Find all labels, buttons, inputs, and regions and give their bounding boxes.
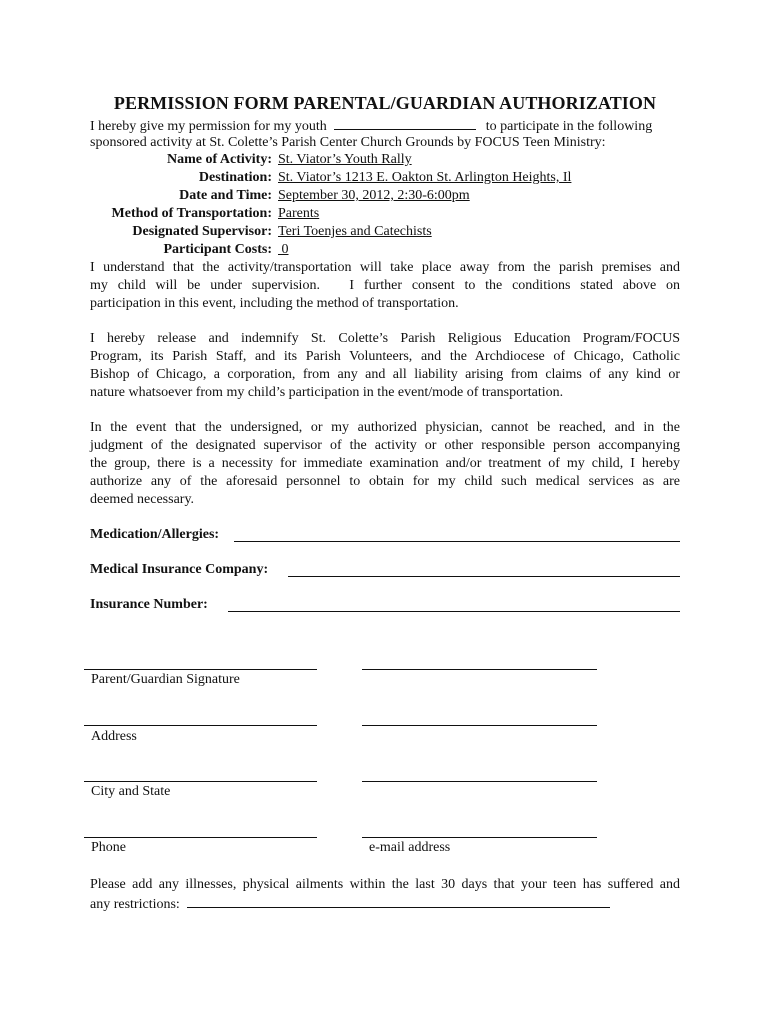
insurance-number-field[interactable] (228, 611, 680, 612)
understand-line-3: participation in this event, including the method of transportation. (90, 296, 459, 311)
detail-label: Name of Activity: (167, 152, 272, 167)
detail-row-transportation (0, 206, 770, 224)
release-line-1: I hereby release and indemnify St. Colette’s Parish Religious Education Program/FOCUS (90, 331, 680, 346)
email-label: e-mail address (369, 840, 451, 855)
medical-line-4: authorize any of the aforesaid personnel to obtain for my child such medical services as are (90, 474, 680, 489)
insurance-company-row (90, 562, 680, 580)
phone-line[interactable] (84, 837, 317, 838)
detail-value: St. Viator’s Youth Rally (278, 152, 412, 167)
illness-line-1: Please add any illnesses, physical ailments within the last 30 days that your teen has suffered and (90, 877, 680, 892)
email-line[interactable] (362, 837, 597, 838)
detail-label: Participant Costs: (163, 242, 272, 257)
release-line-4: nature whatsoever from my child’s participation in the event/mode of transportation. (90, 385, 564, 400)
intro-line-2: sponsored activity at St. Colette’s Parish Center Church Grounds by FOCUS Teen Ministry: (90, 135, 606, 150)
youth-name-field[interactable] (334, 116, 476, 130)
insurance-number-row (90, 597, 680, 615)
release-line-2: Program, its Parish Staff, and its Parish Volunteers, and the Archdiocese of Chicago, Catholic (90, 349, 680, 364)
parent-signature-right-line[interactable] (362, 669, 597, 670)
city-state-line[interactable] (84, 781, 317, 782)
medication-allergies-field[interactable] (234, 541, 680, 542)
address-label: Address (91, 729, 137, 744)
medication-allergies-label: Medication/Allergies: (90, 527, 220, 542)
medical-line-5: deemed necessary. (90, 492, 195, 507)
city-state-label: City and State (91, 784, 171, 799)
form-title: PERMISSION FORM PARENTAL/GUARDIAN AUTHORIZATION (113, 93, 657, 113)
detail-value: 0 (278, 242, 289, 257)
illness-restrictions-label: any restrictions: (90, 897, 180, 912)
address-right-line[interactable] (362, 725, 597, 726)
detail-value: Teri Toenjes and Catechists (278, 224, 432, 239)
detail-label: Method of Transportation: (111, 206, 272, 221)
detail-value: Parents (278, 206, 320, 221)
detail-label: Destination: (198, 170, 272, 185)
medical-line-1: In the event that the undersigned, or my authorized physician, cannot be reached, and in the (90, 420, 680, 435)
medication-allergies-row (90, 527, 680, 545)
parent-signature-label: Parent/Guardian Signature (91, 672, 240, 687)
detail-value: September 30, 2012, 2:30-6:00pm (278, 188, 470, 203)
phone-label: Phone (91, 840, 126, 855)
understand-line-2: my child will be under supervision. I further consent to the conditions stated above on (90, 278, 680, 293)
understand-line-1: I understand that the activity/transportation will take place away from the parish premises and (90, 260, 680, 275)
detail-value: St. Viator’s 1213 E. Oakton St. Arlington Heights, Il (278, 170, 572, 185)
detail-row-activity (0, 152, 770, 170)
detail-label: Date and Time: (179, 188, 272, 203)
detail-row-supervisor (0, 224, 770, 242)
city-state-right-line[interactable] (362, 781, 597, 782)
illness-line-2 (90, 894, 680, 914)
detail-row-costs (0, 242, 770, 260)
detail-label: Designated Supervisor: (132, 224, 272, 239)
parent-signature-line[interactable] (84, 669, 317, 670)
insurance-company-field[interactable] (288, 576, 680, 577)
medical-line-2: judgment of the designated supervisor of the activity or other responsible person accompanying (90, 438, 680, 453)
insurance-number-label: Insurance Number: (90, 597, 208, 612)
release-line-3: Bishop of Chicago, a corporation, from any and all liability arising from claims of any kind or (90, 367, 680, 382)
insurance-company-label: Medical Insurance Company: (90, 562, 269, 577)
intro-text-after: to participate in the following (485, 119, 653, 134)
detail-row-date-time (0, 188, 770, 206)
medical-line-3: the group, there is a necessity for immediate examination and/or treatment of my child, I hereby (90, 456, 680, 471)
intro-line-1 (90, 116, 680, 136)
intro-text-before: I hereby give my permission for my youth (90, 119, 327, 134)
illness-restrictions-field[interactable] (187, 894, 610, 908)
detail-row-destination (0, 170, 770, 188)
address-line[interactable] (84, 725, 317, 726)
